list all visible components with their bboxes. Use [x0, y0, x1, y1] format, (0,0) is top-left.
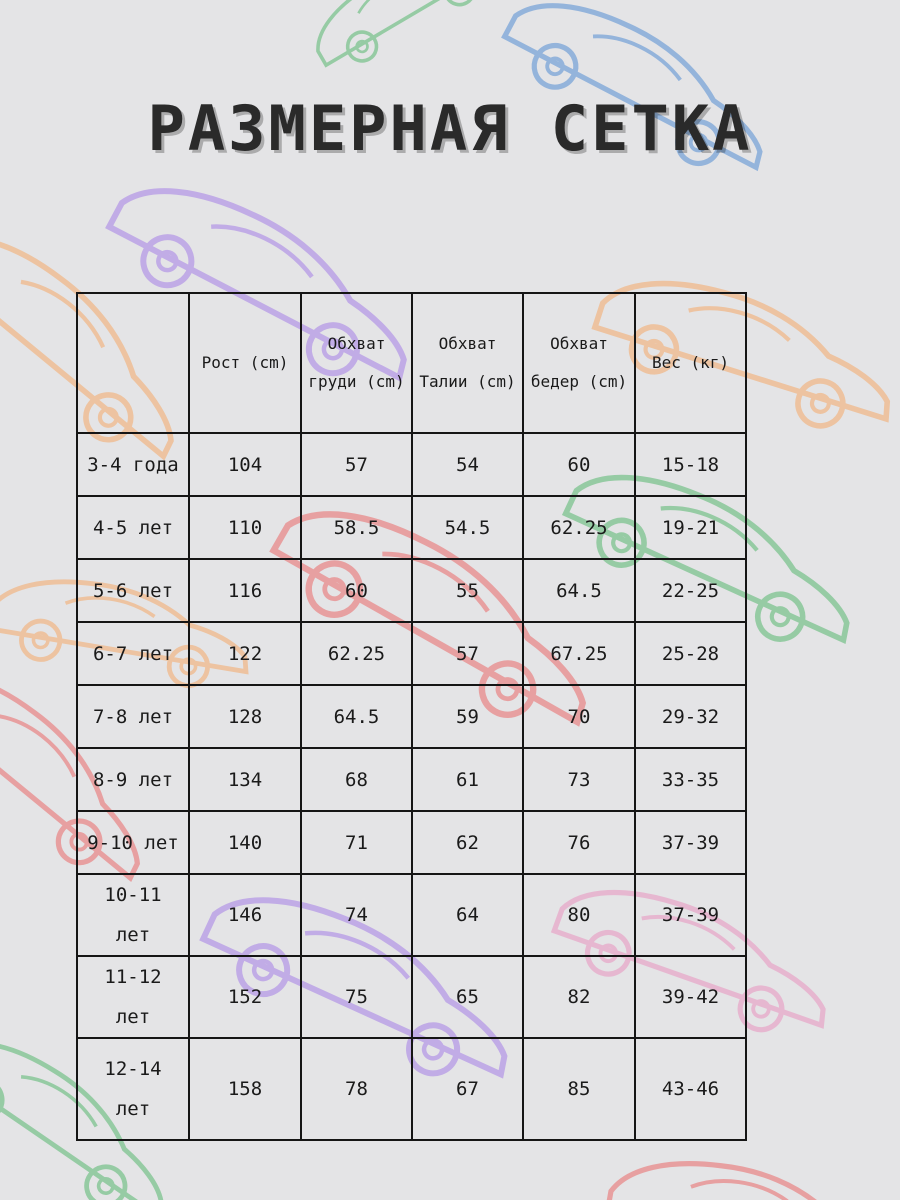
car-outline-icon — [303, 0, 505, 79]
cell-hips: 60 — [523, 433, 635, 496]
cell-chest: 75 — [301, 956, 412, 1038]
cell-height: 152 — [189, 956, 301, 1038]
cell-weight: 43-46 — [635, 1038, 746, 1140]
cell-height: 146 — [189, 874, 301, 956]
cell-height: 134 — [189, 748, 301, 811]
page-title: РАЗМЕРНАЯ СЕТКА — [147, 92, 753, 165]
header-cell-hips: Обхват бедер (cm) — [523, 293, 635, 433]
cell-height: 158 — [189, 1038, 301, 1140]
cell-age: 8-9 лет — [77, 748, 189, 811]
cell-hips: 80 — [523, 874, 635, 956]
cell-hips: 85 — [523, 1038, 635, 1140]
cell-weight: 33-35 — [635, 748, 746, 811]
table-row — [77, 559, 746, 622]
cell-hips: 76 — [523, 811, 635, 874]
cell-age: 10-11 лет — [77, 874, 189, 956]
cell-hips: 64.5 — [523, 559, 635, 622]
header-cell-height: Рост (cm) — [189, 293, 301, 433]
cell-chest: 62.25 — [301, 622, 412, 685]
cell-age: 12-14 лет — [77, 1038, 189, 1140]
table-row — [77, 496, 746, 559]
cell-chest: 68 — [301, 748, 412, 811]
table-row — [77, 811, 746, 874]
cell-height: 116 — [189, 559, 301, 622]
cell-hips: 62.25 — [523, 496, 635, 559]
cell-waist: 62 — [412, 811, 523, 874]
cell-age: 3-4 года — [77, 433, 189, 496]
table-row — [77, 685, 746, 748]
header-cell-weight: Вес (кг) — [635, 293, 746, 433]
cell-height: 122 — [189, 622, 301, 685]
cell-waist: 57 — [412, 622, 523, 685]
cell-waist: 64 — [412, 874, 523, 956]
cell-weight: 37-39 — [635, 811, 746, 874]
cell-height: 104 — [189, 433, 301, 496]
cell-chest: 64.5 — [301, 685, 412, 748]
table-row — [77, 622, 746, 685]
table-row — [77, 956, 746, 1038]
cell-age: 11-12 лет — [77, 956, 189, 1038]
cell-waist: 61 — [412, 748, 523, 811]
cell-hips: 70 — [523, 685, 635, 748]
cell-weight: 25-28 — [635, 622, 746, 685]
cell-waist: 54 — [412, 433, 523, 496]
cell-height: 128 — [189, 685, 301, 748]
cell-hips: 82 — [523, 956, 635, 1038]
header-cell-age — [77, 293, 189, 433]
table-row — [77, 1038, 746, 1140]
header-cell-chest: Обхват груди (cm) — [301, 293, 412, 433]
cell-weight: 37-39 — [635, 874, 746, 956]
header-cell-waist: Обхват Талии (cm) — [412, 293, 523, 433]
cell-hips: 67.25 — [523, 622, 635, 685]
cell-height: 140 — [189, 811, 301, 874]
table-row — [77, 874, 746, 956]
cell-chest: 74 — [301, 874, 412, 956]
cell-weight: 22-25 — [635, 559, 746, 622]
cell-age: 6-7 лет — [77, 622, 189, 685]
cell-weight: 29-32 — [635, 685, 746, 748]
cell-hips: 73 — [523, 748, 635, 811]
cell-waist: 59 — [412, 685, 523, 748]
cell-weight: 15-18 — [635, 433, 746, 496]
cell-age: 7-8 лет — [77, 685, 189, 748]
size-chart-table — [76, 292, 747, 1141]
cell-chest: 57 — [301, 433, 412, 496]
cell-waist: 67 — [412, 1038, 523, 1140]
table-header-row — [77, 293, 746, 433]
cell-chest: 71 — [301, 811, 412, 874]
car-outline-icon — [603, 1147, 898, 1200]
cell-age: 9-10 лет — [77, 811, 189, 874]
cell-weight: 19-21 — [635, 496, 746, 559]
cell-age: 4-5 лет — [77, 496, 189, 559]
cell-height: 110 — [189, 496, 301, 559]
cell-waist: 54.5 — [412, 496, 523, 559]
cell-weight: 39-42 — [635, 956, 746, 1038]
cell-chest: 58.5 — [301, 496, 412, 559]
cell-age: 5-6 лет — [77, 559, 189, 622]
cell-chest: 60 — [301, 559, 412, 622]
cell-chest: 78 — [301, 1038, 412, 1140]
cell-waist: 65 — [412, 956, 523, 1038]
table-row — [77, 433, 746, 496]
table-row — [77, 748, 746, 811]
cell-waist: 55 — [412, 559, 523, 622]
